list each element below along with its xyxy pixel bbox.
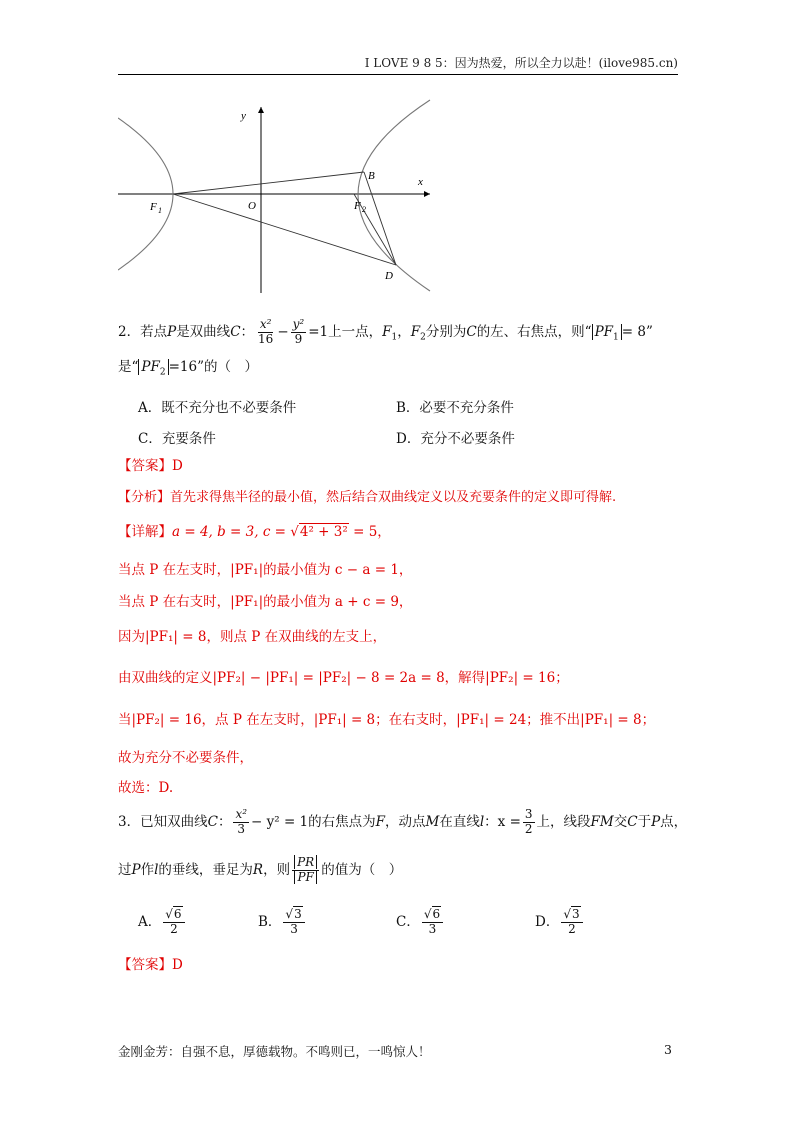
q2-analysis: 【分析】首先求得焦半径的最小值，然后结合双曲线定义以及充要条件的定义即可得解. bbox=[118, 490, 617, 505]
q3-option-d: D． $\frac{√3}{2}$ bbox=[535, 908, 585, 937]
page-number: 3 bbox=[664, 1042, 672, 1057]
q3-option-a: A． $\frac{√6}{2}$ bbox=[138, 908, 187, 937]
q2-stem-line2: 是“ $PF_2 =16$”的（ ） bbox=[118, 359, 258, 378]
q2-option-b: B．必要不充分条件 bbox=[396, 400, 514, 416]
label-O: O bbox=[248, 200, 256, 212]
q2-step-3: 因为|PF₁| = 8，则点 P 在双曲线的左支上， bbox=[118, 629, 387, 645]
q2-detail: 【详解】a = 4, b = 3, c = √4² + 3² = 5， bbox=[118, 524, 391, 540]
q2-option-a: A．既不充分也不必要条件 bbox=[138, 400, 297, 416]
q2-step-6: 故为充分不必要条件， bbox=[118, 750, 253, 766]
q2-stem-line1: 2．若点P是双曲线C： $\frac{\text{x²}}{16}$ − $\frac{\text{y²}}{9}$ =1上一点，$F_1$，$F_2$分别为C的左、右焦点，则“ $PF_1 = 8$” bbox=[118, 317, 653, 346]
label-F1-sub: 1 bbox=[158, 206, 162, 215]
label-x: x bbox=[418, 176, 423, 188]
header-rule bbox=[118, 74, 678, 75]
label-F2-sub: 2 bbox=[362, 205, 366, 214]
label-F2: F bbox=[354, 200, 361, 212]
q2-step-1: 当点 P 在左支时，|PF₁|的最小值为 c − a = 1， bbox=[118, 562, 413, 578]
hyperbola-figure bbox=[118, 95, 438, 295]
label-y: y bbox=[241, 110, 246, 122]
footer-motto: 金刚金芳：自强不息，厚德载物。不鸣则已，一鸣惊人！ bbox=[118, 1044, 431, 1059]
segment-F1B bbox=[173, 172, 364, 194]
page-header: I LOVE 9 8 5：因为热爱，所以全力以赴！(ilove985.cn) bbox=[364, 56, 678, 70]
label-F1: F bbox=[150, 201, 157, 213]
q2-step-7: 故选：D. bbox=[118, 780, 174, 796]
q2-answer: 【答案】D bbox=[118, 458, 183, 474]
q2-option-c: C．充要条件 bbox=[138, 431, 216, 447]
q3-option-c: C． $\frac{√6}{3}$ bbox=[396, 908, 445, 937]
q2-step-5: 当|PF₂| = 16，点 P 在左支时，|PF₁| = 8；在右支时，|PF₁| = 24；推不出|PF₁| = 8； bbox=[118, 712, 656, 728]
q2-step-4: 由双曲线的定义|PF₂| − |PF₁| = |PF₂| − 8 = 2a = 8，解得|PF₂| = 16； bbox=[118, 670, 569, 686]
q3-answer: 【答案】D bbox=[118, 957, 183, 973]
q3-option-b: B． $\frac{√3}{3}$ bbox=[258, 908, 307, 937]
q2-option-d: D．充分不必要条件 bbox=[396, 431, 515, 447]
q3-stem-line2: 过P作l的垂线，垂足为R，则 $\frac{PR}{PF}$ 的值为（ ） bbox=[118, 855, 403, 884]
label-B: B bbox=[368, 170, 375, 182]
label-D: D bbox=[385, 270, 393, 282]
q2-step-2: 当点 P 在右支时，|PF₁|的最小值为 a + c = 9， bbox=[118, 594, 413, 610]
q3-stem-line1: 3．已知双曲线C： $\frac{\text{x²}}{3}$ − y² = 1的右焦点为F，动点M在直线l：x = $\frac{3}{2}$ 上，线段FM交C于P点， bbox=[118, 807, 688, 836]
